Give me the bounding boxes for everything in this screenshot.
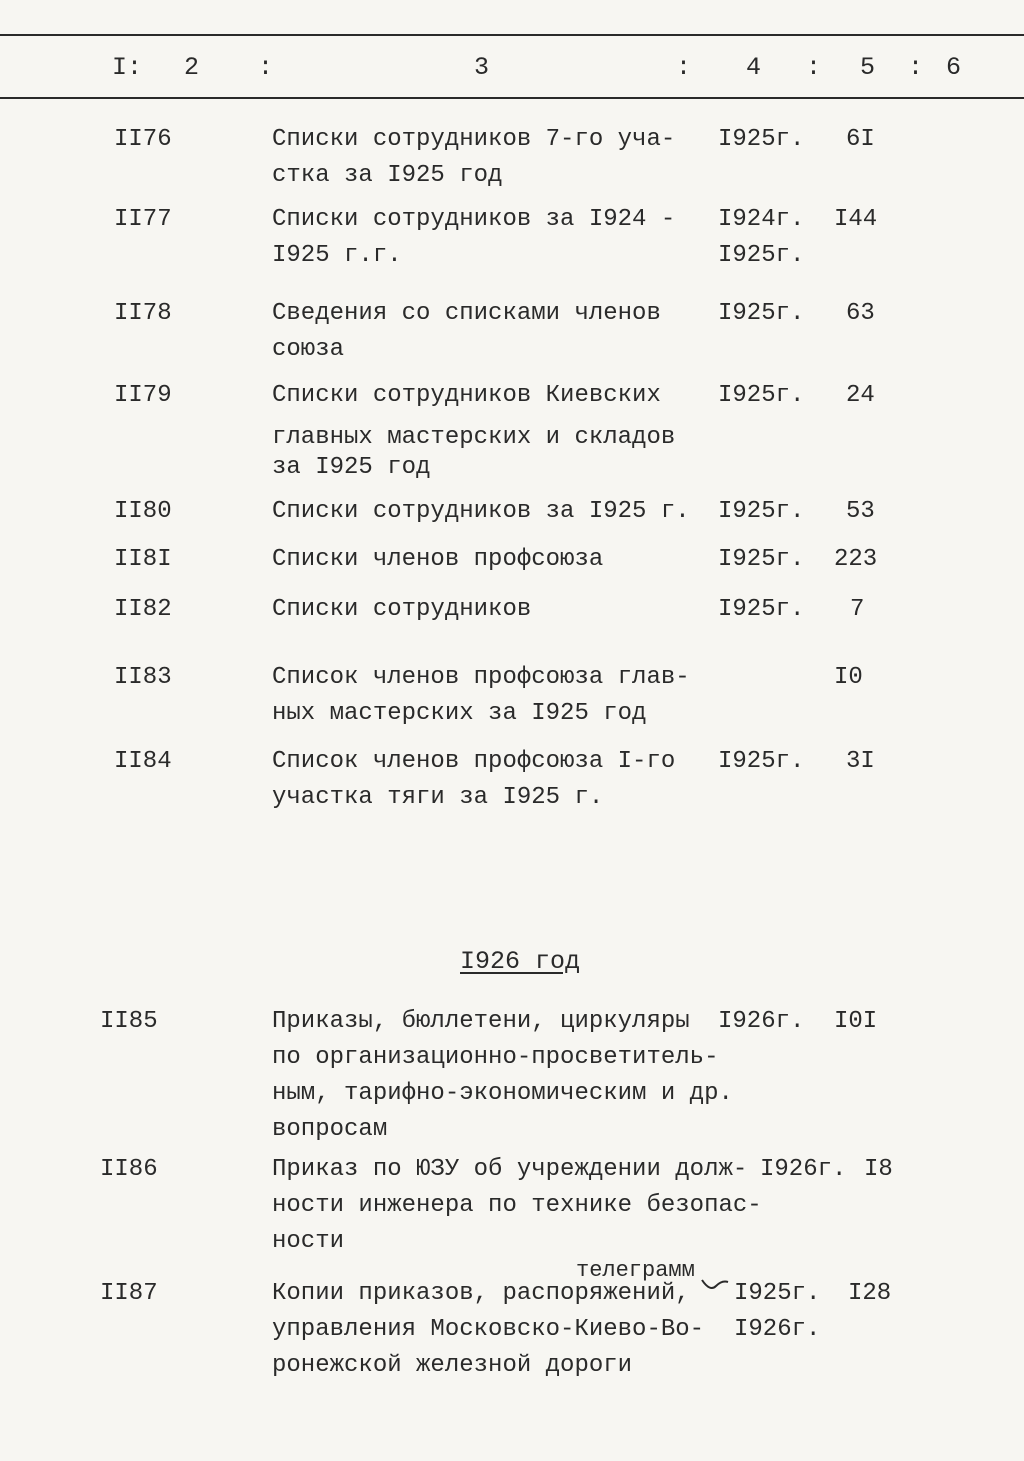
row-sheets: I28 [848, 1280, 892, 1307]
row-sheets: 24 [846, 382, 875, 409]
row-description [272, 1004, 733, 1148]
row-sheets: I8 [864, 1156, 893, 1183]
date-line: I925г. [734, 1280, 821, 1307]
header-col-1: I: [112, 53, 143, 82]
description-line: Список членов профсоюза глав- [272, 664, 690, 691]
row-date: I926г. [718, 1008, 805, 1035]
row-number: II83 [114, 664, 172, 691]
row-sheets: I44 [834, 206, 878, 233]
header-col-6: 6 [946, 53, 962, 82]
header-sep-3: : [806, 53, 822, 82]
row-sheets: 6I [846, 126, 875, 153]
header-bottom-rule [0, 97, 1024, 99]
row-sheets: 7 [850, 596, 865, 623]
description-line: по организационно-просветитель- [272, 1044, 719, 1071]
description-line: I925 г.г. [272, 242, 402, 269]
row-number: II78 [114, 300, 172, 327]
header-sep-1: : [258, 53, 274, 82]
header-top-rule [0, 34, 1024, 36]
row-date [734, 1276, 820, 1348]
row-number: II86 [100, 1156, 158, 1183]
section-title: I926 год [460, 947, 581, 976]
description-line: ности инженера по технике безопас- [272, 1192, 762, 1219]
row-number: II77 [114, 206, 172, 233]
row-date [718, 202, 804, 274]
row-description [272, 744, 675, 816]
description-line: Списки сотрудников за I924 - [272, 206, 676, 233]
description-line: Список членов профсоюза I-го [272, 748, 676, 775]
description-line: стка за I925 год [272, 162, 503, 189]
description-line: Списки сотрудников за I925 г. [272, 498, 690, 525]
row-date: I925г. [718, 300, 805, 327]
description-line: участка тяги за I925 г. [272, 784, 604, 811]
row-date: I925г. [718, 498, 805, 525]
row-number: II8I [114, 546, 172, 573]
row-description [272, 122, 675, 194]
row-number: II82 [114, 596, 172, 623]
description-line: ности [272, 1228, 345, 1255]
row-number: II80 [114, 498, 172, 525]
row-sheets: 223 [834, 546, 878, 573]
description-line: управления Московско-Киево-Во- [272, 1316, 705, 1343]
header-col-3: 3 [474, 53, 490, 82]
description-line: Сведения со списками членов [272, 300, 661, 327]
row-description [272, 1152, 762, 1260]
row-date: I925г. [718, 748, 805, 775]
row-date: I926г. [760, 1156, 847, 1183]
date-line: I925г. [718, 242, 805, 269]
row-description [272, 592, 531, 628]
row-sheets: 63 [846, 300, 875, 327]
row-number: II84 [114, 748, 172, 775]
description-line: Списки сотрудников Киевских [272, 382, 661, 409]
description-line: ных мастерских за I925 год [272, 700, 647, 727]
row-sheets: I0 [834, 664, 863, 691]
row-date: I925г. [718, 546, 805, 573]
description-line: Копии приказов, распоряжений, [272, 1280, 690, 1307]
description-line: ным, тарифно-экономическим и др. [272, 1080, 733, 1107]
row-date: I925г. [718, 126, 805, 153]
row-description [272, 494, 690, 530]
row-number: II87 [100, 1280, 158, 1307]
description-line: главных мастерских и складов [272, 424, 676, 451]
description-line: Списки сотрудников 7-го уча- [272, 126, 676, 153]
header-sep-2: : [676, 53, 692, 82]
description-line: Приказы, бюллетени, циркуляры [272, 1008, 690, 1035]
row-description [272, 378, 675, 486]
row-sheets: 3I [846, 748, 875, 775]
date-line: I924г. [718, 206, 805, 233]
description-line: Списки сотрудников [272, 596, 532, 623]
description-line: за I925 год [272, 454, 431, 481]
insertion-caret-icon [700, 1278, 730, 1294]
row-description [272, 660, 690, 732]
row-date: I925г. [718, 596, 805, 623]
description-line: ронежской железной дороги [272, 1352, 633, 1379]
row-number: II76 [114, 126, 172, 153]
handwritten-insertion: телеграмм [576, 1258, 695, 1283]
header-col-2: 2 [184, 53, 200, 82]
description-line: вопросам [272, 1116, 388, 1143]
description-line: союза [272, 336, 345, 363]
row-description [272, 202, 675, 274]
row-description [272, 296, 661, 368]
row-number: II85 [100, 1008, 158, 1035]
header-col-4: 4 [746, 53, 762, 82]
row-description [272, 1276, 704, 1384]
description-line: Приказ по ЮЗУ об учреждении долж- [272, 1156, 748, 1183]
header-sep-4: : [908, 53, 924, 82]
row-number: II79 [114, 382, 172, 409]
date-line: I926г. [734, 1316, 821, 1343]
row-description [272, 542, 603, 578]
description-line: Списки членов профсоюза [272, 546, 604, 573]
row-sheets: I0I [834, 1008, 878, 1035]
row-sheets: 53 [846, 498, 875, 525]
row-date: I925г. [718, 382, 805, 409]
header-col-5: 5 [860, 53, 876, 82]
